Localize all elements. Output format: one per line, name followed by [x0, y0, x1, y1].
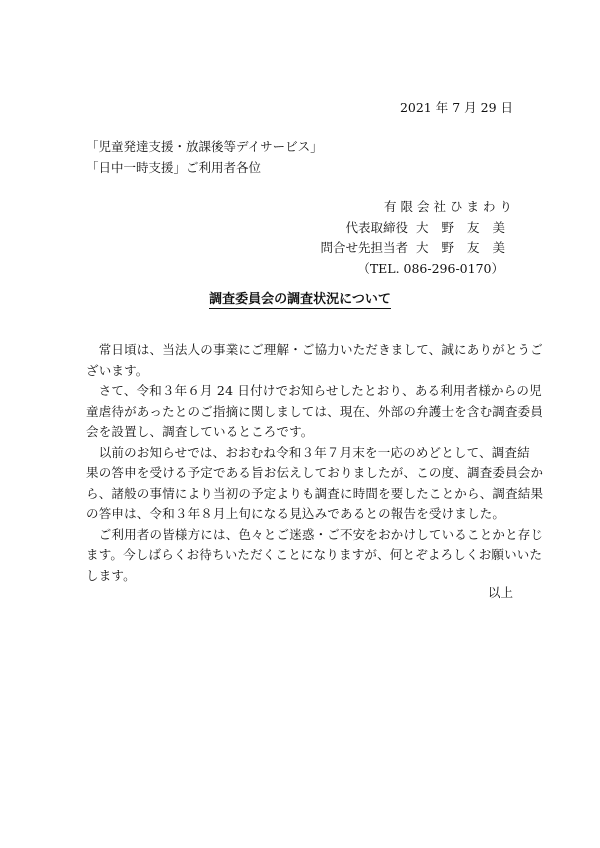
body-line: 会を設置し、調査しているところです。 — [86, 424, 314, 439]
closing-remark: 以上 — [487, 585, 513, 600]
body-line: 常日頃は、当法人の事業にご理解・ご協力いただきまして、誠にありがとうご — [86, 342, 543, 357]
document-date: 2021 年 7 月 29 日 — [399, 100, 513, 115]
document-body — [86, 340, 544, 586]
sender-tel-row — [282, 259, 512, 280]
body-line: さて、令和３年６月 24 日付けでお知らせしたとおり、ある利用者様からの児 — [86, 383, 542, 398]
body-line: ます。今しばらくお待ちいただくことになりますが、何とぞよろしくお願いいた — [86, 547, 543, 562]
body-line: ら、諸般の事情により当初の予定よりも調査に時間を要したことから、調査結果 — [86, 485, 544, 501]
sender-tel: （TEL. 086-296-0170） — [357, 260, 504, 276]
body-line: します。 — [86, 567, 136, 583]
sender-name: 大野友美 — [416, 219, 519, 235]
contact-name: 大野友美 — [416, 240, 519, 255]
body-line: ご利用者の皆様方には、色々とご迷惑・ご不安をおかけしていることかと存じ — [86, 526, 544, 542]
body-line: 童虐待があったとのご指摘に関しましては、現在、外部の弁護士を含む調査委員 — [86, 403, 544, 419]
document-title-wrap — [0, 288, 600, 307]
sender-block — [282, 197, 519, 279]
recipient-line-1: 「児童発達支援・放課後等デイサービス」 — [86, 139, 323, 154]
sender-role: 代表取締役 — [345, 219, 408, 235]
sender-company-row — [282, 197, 516, 218]
sender-representative-row — [282, 218, 519, 239]
sender-company: 有限会社ひまわり — [383, 199, 516, 214]
body-line: 以前のお知らせでは、おおむね令和３年７月末を一応のめどとして、調査結 — [86, 444, 530, 460]
contact-role: 問合せ先担当者 — [320, 240, 408, 255]
body-line: の答申は、令和３年８月上旬になる見込みであるとの報告を受けました。 — [86, 506, 506, 521]
document-title: 調査委員会の調査状況について — [209, 292, 391, 307]
sender-contact-row — [282, 238, 519, 259]
body-line: 果の答申を受ける予定である旨お伝えしておりましたが、この度、調査委員会か — [86, 465, 544, 480]
body-line: ざいます。 — [86, 362, 149, 378]
recipient-line-2: 「日中一時支援」ご利用者各位 — [86, 160, 262, 175]
